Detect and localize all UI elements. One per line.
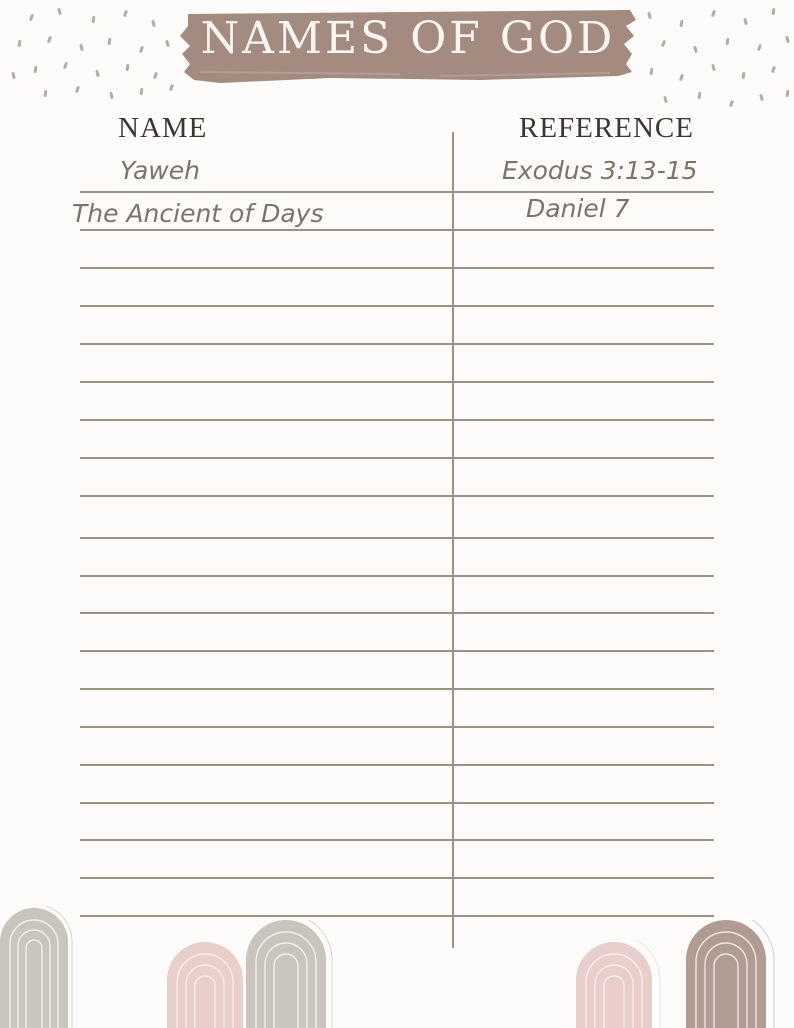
ruled-line [80, 650, 714, 652]
ruled-line [80, 343, 714, 345]
ruled-line [80, 612, 714, 614]
ruled-line [80, 839, 714, 841]
ruled-line [80, 688, 714, 690]
name-column-header: NAME [118, 112, 208, 144]
pink-arch-decoration [165, 940, 249, 1028]
pink-arch-decoration [574, 940, 670, 1028]
ruled-line [80, 457, 714, 459]
gray-arch-decoration [0, 906, 78, 1028]
ruled-line [80, 877, 714, 879]
ruled-line [80, 764, 714, 766]
reference-column-header: REFERENCE [519, 112, 694, 144]
ruled-line [80, 802, 714, 804]
gray-arch-decoration [244, 920, 340, 1028]
ruled-line [80, 726, 714, 728]
ruled-line [80, 381, 714, 383]
page-title: NAMES OF GOD [200, 13, 616, 64]
entry-name: The Ancient of Days [72, 199, 324, 228]
ruled-line [80, 495, 714, 497]
brown-arch-decoration [684, 920, 784, 1028]
ruled-line [80, 537, 714, 539]
ruled-line [80, 191, 714, 193]
ruled-line [80, 915, 714, 917]
entry-reference: Exodus 3:13-15 [502, 156, 698, 185]
title-banner [180, 10, 636, 84]
ruled-line [80, 419, 714, 421]
entry-name: Yaweh [120, 156, 200, 185]
ruled-line [80, 229, 714, 231]
entry-reference: Daniel 7 [526, 194, 630, 223]
column-divider [452, 132, 454, 948]
ruled-line [80, 267, 714, 269]
ruled-line [80, 575, 714, 577]
ruled-line [80, 305, 714, 307]
